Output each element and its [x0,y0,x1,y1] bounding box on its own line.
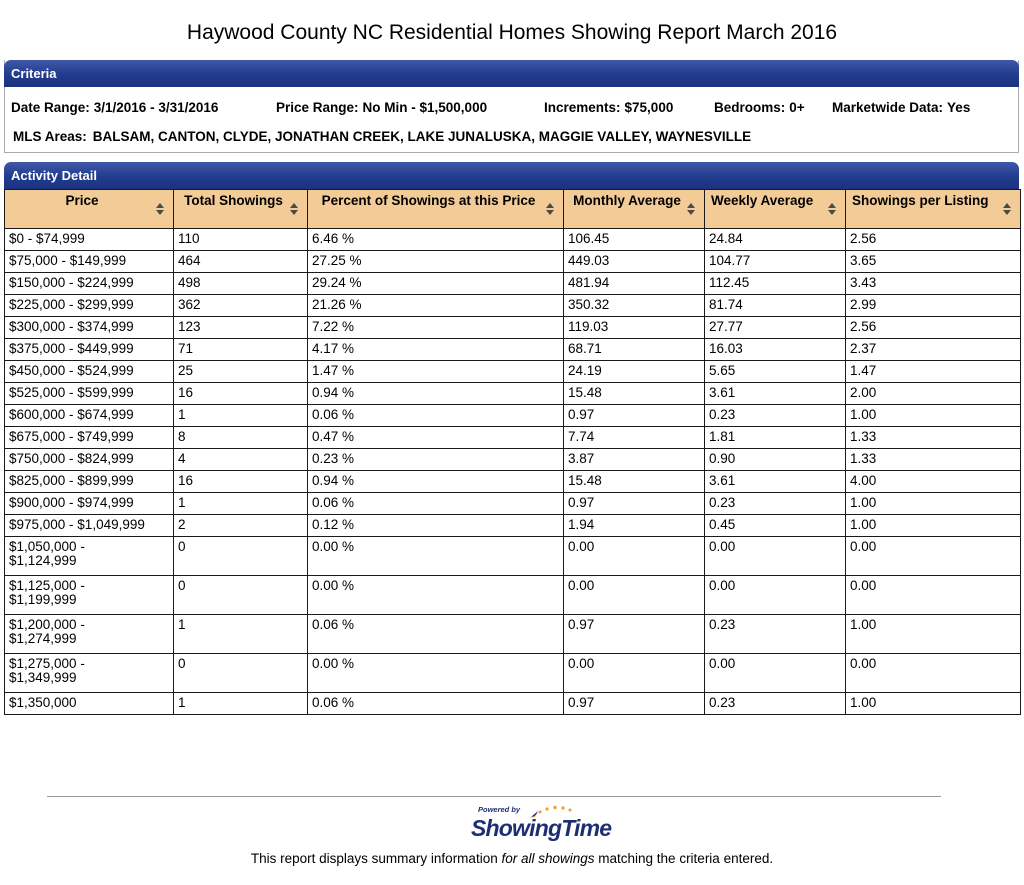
weekly-average-cell: 3.61 [705,383,846,405]
monthly-average-cell: 68.71 [564,339,705,361]
monthly-average-cell: 106.45 [564,229,705,251]
percent-cell: 6.46 % [308,229,564,251]
total-showings-cell: 464 [174,251,308,273]
sort-arrows-icon[interactable] [546,203,554,215]
footer-divider [47,796,941,797]
monthly-average-cell: 15.48 [564,383,705,405]
mls-areas [13,129,751,144]
sort-arrows-icon[interactable] [687,203,695,215]
per-listing-cell: 0.00 [846,654,1021,693]
weekly-average-cell: 24.84 [705,229,846,251]
total-showings-cell: 1 [174,615,308,654]
table-row [5,471,1021,493]
bedrooms-label: Bedrooms: [714,100,786,115]
weekly-average-cell: 0.00 [705,654,846,693]
total-showings-cell: 2 [174,515,308,537]
total-showings-cell: 0 [174,537,308,576]
price-cell: $1,350,000 [5,693,174,715]
monthly-average-cell: 0.97 [564,493,705,515]
table-row [5,537,1021,576]
table-header-row [5,190,1021,229]
table-row [5,229,1021,251]
price-cell: $825,000 - $899,999 [5,471,174,493]
price-cell: $150,000 - $224,999 [5,273,174,295]
percent-cell: 0.23 % [308,449,564,471]
total-showings-cell: 25 [174,361,308,383]
monthly-average-cell: 15.48 [564,471,705,493]
percent-cell: 0.00 % [308,654,564,693]
table-row [5,361,1021,383]
price-cell: $900,000 - $974,999 [5,493,174,515]
per-listing-cell: 1.00 [846,405,1021,427]
weekly-average-cell: 0.00 [705,537,846,576]
monthly-average-cell: 119.03 [564,317,705,339]
activity-table [4,189,1021,715]
table-row [5,251,1021,273]
price-cell: $1,125,000 - $1,199,999 [5,576,174,615]
monthly-average-cell: 350.32 [564,295,705,317]
per-listing-cell: 1.00 [846,493,1021,515]
table-row [5,576,1021,615]
per-listing-cell: 1.33 [846,427,1021,449]
per-listing-cell: 3.65 [846,251,1021,273]
sort-arrows-icon[interactable] [290,203,298,215]
table-body [5,229,1021,715]
monthly-average-cell: 3.87 [564,449,705,471]
monthly-average-cell: 24.19 [564,361,705,383]
price-cell: $600,000 - $674,999 [5,405,174,427]
mls-areas-label: MLS Areas: [13,129,87,144]
per-listing-cell: 1.00 [846,693,1021,715]
percent-cell: 0.94 % [308,471,564,493]
percent-cell: 4.17 % [308,339,564,361]
price-cell: $1,275,000 - $1,349,999 [5,654,174,693]
table-row [5,515,1021,537]
powered-by-text: Powered by [478,805,521,814]
price-cell: $675,000 - $749,999 [5,427,174,449]
date-range-value: 3/1/2016 - 3/31/2016 [93,100,219,115]
column-header-total-showings[interactable]: Total Showings [174,190,308,229]
table-row [5,295,1021,317]
column-header-price[interactable]: Price [5,190,174,229]
per-listing-cell: 2.37 [846,339,1021,361]
percent-cell: 0.06 % [308,615,564,654]
total-showings-cell: 16 [174,383,308,405]
brand-text: ShowingTime [471,815,612,841]
total-showings-cell: 110 [174,229,308,251]
total-showings-cell: 123 [174,317,308,339]
activity-header: Activity Detail [4,162,1019,189]
sort-arrows-icon[interactable] [828,203,836,215]
monthly-average-cell: 7.74 [564,427,705,449]
total-showings-cell: 362 [174,295,308,317]
report-title: Haywood County NC Residential Homes Showing Report March 2016 [186,21,838,44]
per-listing-cell: 4.00 [846,471,1021,493]
monthly-average-cell: 0.97 [564,405,705,427]
weekly-average-cell: 5.65 [705,361,846,383]
price-range [276,100,487,115]
per-listing-cell: 2.99 [846,295,1021,317]
percent-cell: 0.00 % [308,576,564,615]
percent-cell: 0.47 % [308,427,564,449]
footer-note-suffix: matching the criteria entered. [594,851,774,866]
column-header-showings-per-listing[interactable]: Showings per Listing [846,190,1021,229]
total-showings-cell: 1 [174,693,308,715]
price-cell: $225,000 - $299,999 [5,295,174,317]
monthly-average-cell: 0.97 [564,693,705,715]
increments [544,100,673,115]
table-row [5,317,1021,339]
percent-cell: 0.94 % [308,383,564,405]
table-row [5,339,1021,361]
per-listing-cell: 1.33 [846,449,1021,471]
price-cell: $300,000 - $374,999 [5,317,174,339]
footer-note [0,851,1024,866]
monthly-average-cell: 449.03 [564,251,705,273]
column-header-monthly-average[interactable]: Monthly Average [564,190,705,229]
price-cell: $1,200,000 - $1,274,999 [5,615,174,654]
total-showings-cell: 1 [174,493,308,515]
column-header-weekly-average[interactable]: Weekly Average [705,190,846,229]
activity-panel [4,162,1019,772]
bedrooms-value: 0+ [789,100,805,115]
total-showings-cell: 4 [174,449,308,471]
column-header-percent-showings[interactable]: Percent of Showings at this Price [308,190,564,229]
percent-cell: 0.12 % [308,515,564,537]
weekly-average-cell: 3.61 [705,471,846,493]
increments-label: Increments: [544,100,621,115]
criteria-panel [4,60,1019,153]
table-row [5,383,1021,405]
per-listing-cell: 2.00 [846,383,1021,405]
percent-cell: 7.22 % [308,317,564,339]
price-cell: $75,000 - $149,999 [5,251,174,273]
weekly-average-cell: 81.74 [705,295,846,317]
marketwide-value: Yes [947,100,971,115]
percent-cell: 0.00 % [308,537,564,576]
per-listing-cell: 3.43 [846,273,1021,295]
percent-cell: 0.06 % [308,693,564,715]
monthly-average-cell: 1.94 [564,515,705,537]
price-cell: $750,000 - $824,999 [5,449,174,471]
mls-areas-value: BALSAM, CANTON, CLYDE, JONATHAN CREEK, LAKE JUNALUSKA, MAGGIE VALLEY, WAYNESVILLE [92,129,752,144]
weekly-average-cell: 0.23 [705,615,846,654]
monthly-average-cell: 0.00 [564,654,705,693]
price-cell: $525,000 - $599,999 [5,383,174,405]
percent-cell: 27.25 % [308,251,564,273]
total-showings-cell: 0 [174,654,308,693]
table-row [5,654,1021,693]
weekly-average-cell: 0.00 [705,576,846,615]
per-listing-cell: 1.47 [846,361,1021,383]
percent-cell: 0.06 % [308,405,564,427]
table-row [5,273,1021,295]
price-cell: $975,000 - $1,049,999 [5,515,174,537]
bedrooms [714,100,805,115]
price-cell: $450,000 - $524,999 [5,361,174,383]
per-listing-cell: 2.56 [846,317,1021,339]
total-showings-cell: 0 [174,576,308,615]
table-row [5,427,1021,449]
weekly-average-cell: 0.45 [705,515,846,537]
weekly-average-cell: 112.45 [705,273,846,295]
per-listing-cell: 2.56 [846,229,1021,251]
percent-cell: 0.06 % [308,493,564,515]
date-range [11,100,218,115]
table-row [5,493,1021,515]
price-range-value: No Min - $1,500,000 [362,100,488,115]
price-range-label: Price Range: [276,100,359,115]
percent-cell: 1.47 % [308,361,564,383]
per-listing-cell: 1.00 [846,615,1021,654]
total-showings-cell: 71 [174,339,308,361]
monthly-average-cell: 481.94 [564,273,705,295]
criteria-header: Criteria [4,60,1019,87]
monthly-average-cell: 0.00 [564,576,705,615]
sort-arrows-icon[interactable] [1003,203,1011,215]
weekly-average-cell: 0.23 [705,493,846,515]
weekly-average-cell: 0.90 [705,449,846,471]
showingtime-logo [470,805,610,843]
monthly-average-cell: 0.00 [564,537,705,576]
marketwide-data [832,100,970,115]
date-range-label: Date Range: [11,100,90,115]
table-row [5,449,1021,471]
total-showings-cell: 16 [174,471,308,493]
weekly-average-cell: 0.23 [705,693,846,715]
total-showings-cell: 498 [174,273,308,295]
weekly-average-cell: 27.77 [705,317,846,339]
marketwide-label: Marketwide Data: [832,100,944,115]
table-row [5,615,1021,654]
weekly-average-cell: 0.23 [705,405,846,427]
per-listing-cell: 1.00 [846,515,1021,537]
monthly-average-cell: 0.97 [564,615,705,654]
total-showings-cell: 8 [174,427,308,449]
weekly-average-cell: 16.03 [705,339,846,361]
table-row [5,693,1021,715]
price-cell: $1,050,000 - $1,124,999 [5,537,174,576]
weekly-average-cell: 104.77 [705,251,846,273]
sort-arrows-icon[interactable] [156,203,164,215]
footer-note-prefix: This report displays summary information [250,851,502,866]
per-listing-cell: 0.00 [846,537,1021,576]
total-showings-cell: 1 [174,405,308,427]
weekly-average-cell: 1.81 [705,427,846,449]
table-row [5,405,1021,427]
price-cell: $0 - $74,999 [5,229,174,251]
price-cell: $375,000 - $449,999 [5,339,174,361]
percent-cell: 29.24 % [308,273,564,295]
increments-value: $75,000 [624,100,674,115]
per-listing-cell: 0.00 [846,576,1021,615]
footer-note-emphasis: for all showings [501,851,595,866]
percent-cell: 21.26 % [308,295,564,317]
